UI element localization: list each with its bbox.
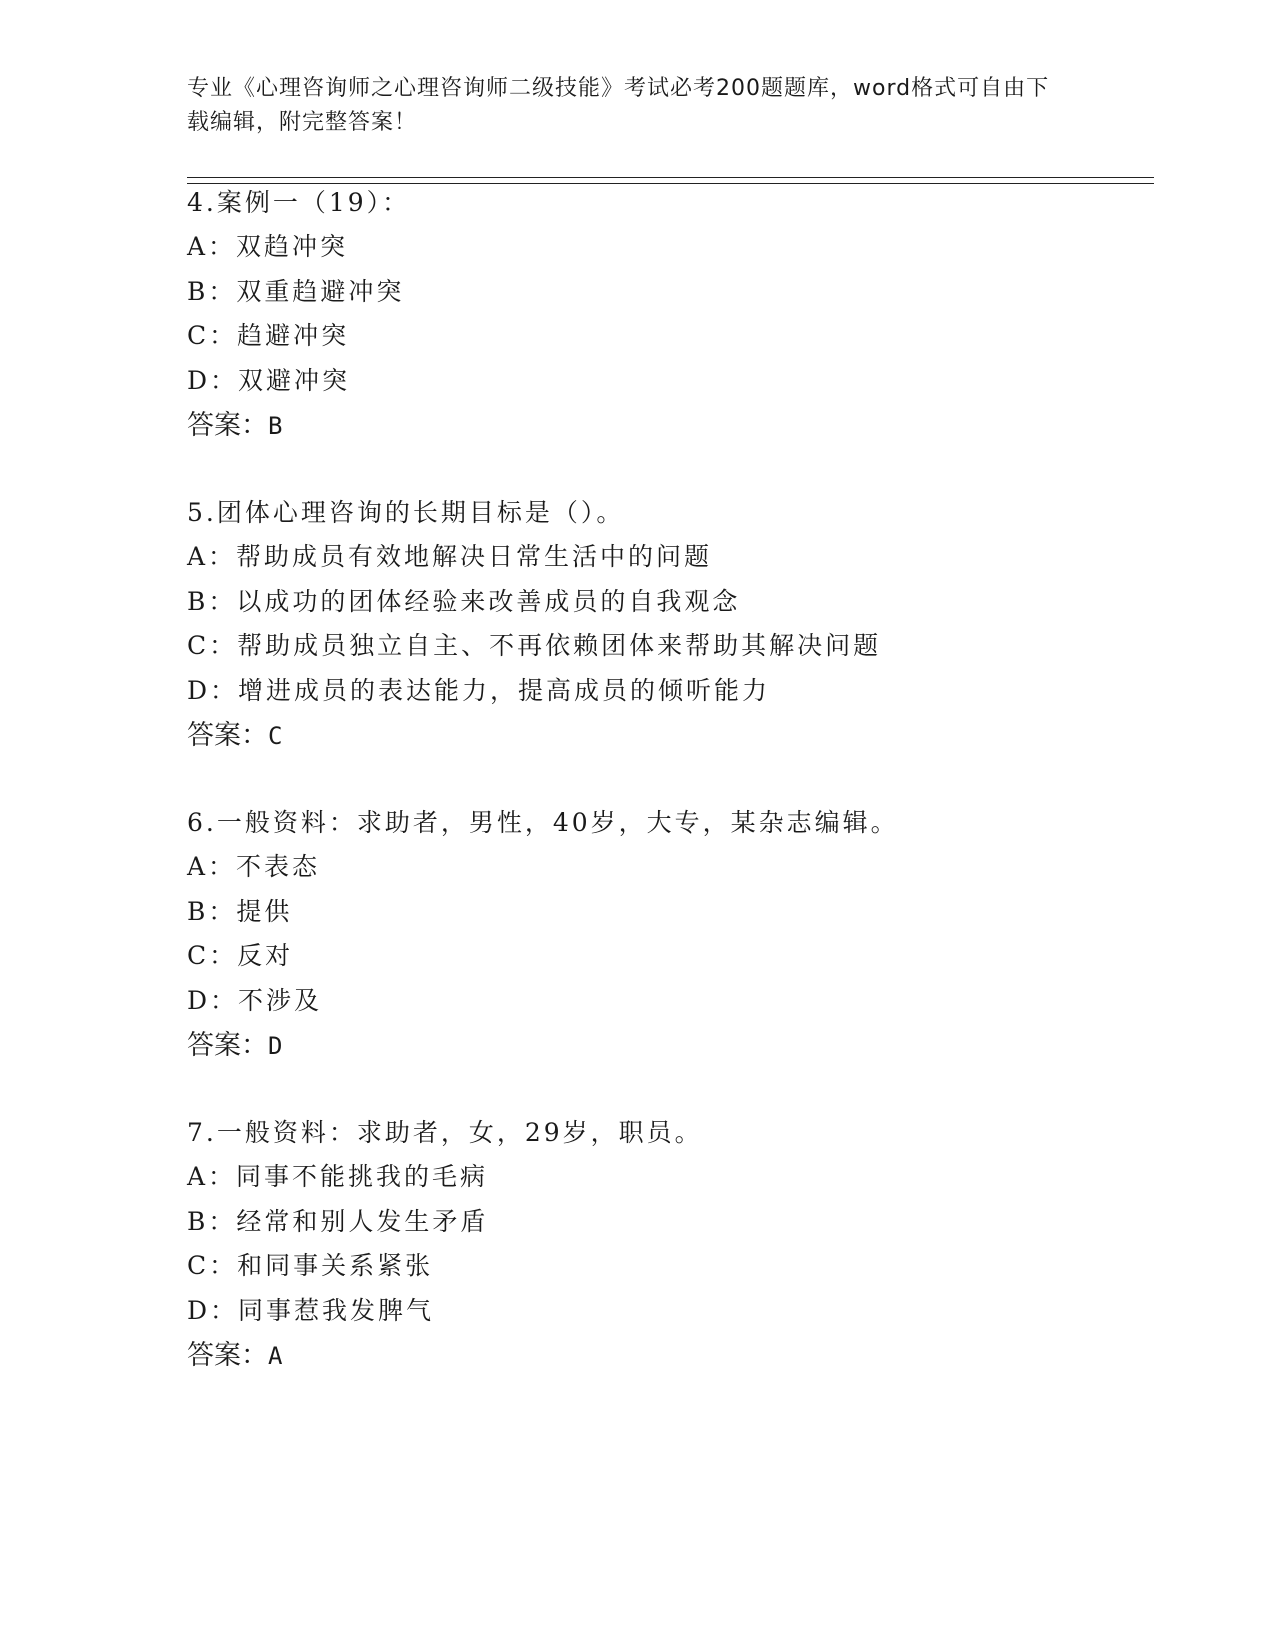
option-b: B：以成功的团体经验来改善成员的自我观念 xyxy=(187,587,741,616)
question-stem: 4.案例一（19）： xyxy=(187,188,411,217)
answer-label: 答案： xyxy=(187,1340,268,1371)
option-d: D：不涉及 xyxy=(187,986,323,1015)
option-c: C：和同事关系紧张 xyxy=(187,1251,434,1280)
option-c: C：反对 xyxy=(187,941,294,970)
answer-line xyxy=(187,720,282,752)
answer-label: 答案： xyxy=(187,1030,268,1061)
option-d: D：增进成员的表达能力，提高成员的倾听能力 xyxy=(187,676,771,705)
question-stem: 6.一般资料：求助者，男性，40岁，大专，某杂志编辑。 xyxy=(187,808,899,837)
answer-label: 答案： xyxy=(187,720,268,751)
option-a: A：不表态 xyxy=(187,852,321,881)
option-a: A：双趋冲突 xyxy=(187,232,349,261)
answer-value: D xyxy=(268,1032,283,1060)
answer-value: C xyxy=(268,722,283,750)
answer-value: A xyxy=(268,1342,283,1370)
answer-label: 答案： xyxy=(187,410,268,441)
answer-line xyxy=(187,1030,282,1062)
option-c: C：趋避冲突 xyxy=(187,321,350,350)
answer-value: B xyxy=(268,412,283,440)
option-b: B：经常和别人发生矛盾 xyxy=(187,1207,489,1236)
option-c: C：帮助成员独立自主、不再依赖团体来帮助其解决问题 xyxy=(187,631,882,660)
answer-line xyxy=(187,1340,282,1372)
header-divider-bottom xyxy=(187,183,1154,184)
option-a: A：同事不能挑我的毛病 xyxy=(187,1162,489,1191)
option-d: D：双避冲突 xyxy=(187,366,351,395)
header-divider-top xyxy=(187,177,1154,178)
document-header: 专业《心理咨询师之心理咨询师二级技能》考试必考200题题库，word格式可自由下载编辑，附完整答案！ xyxy=(187,76,1050,135)
option-a: A：帮助成员有效地解决日常生活中的问题 xyxy=(187,542,713,571)
option-b: B：双重趋避冲突 xyxy=(187,277,405,306)
answer-line xyxy=(187,410,282,442)
option-d: D：同事惹我发脾气 xyxy=(187,1296,435,1325)
option-b: B：提供 xyxy=(187,897,293,926)
question-stem: 5.团体心理咨询的长期目标是（）。 xyxy=(187,498,625,527)
question-stem: 7.一般资料：求助者，女，29岁，职员。 xyxy=(187,1118,703,1147)
